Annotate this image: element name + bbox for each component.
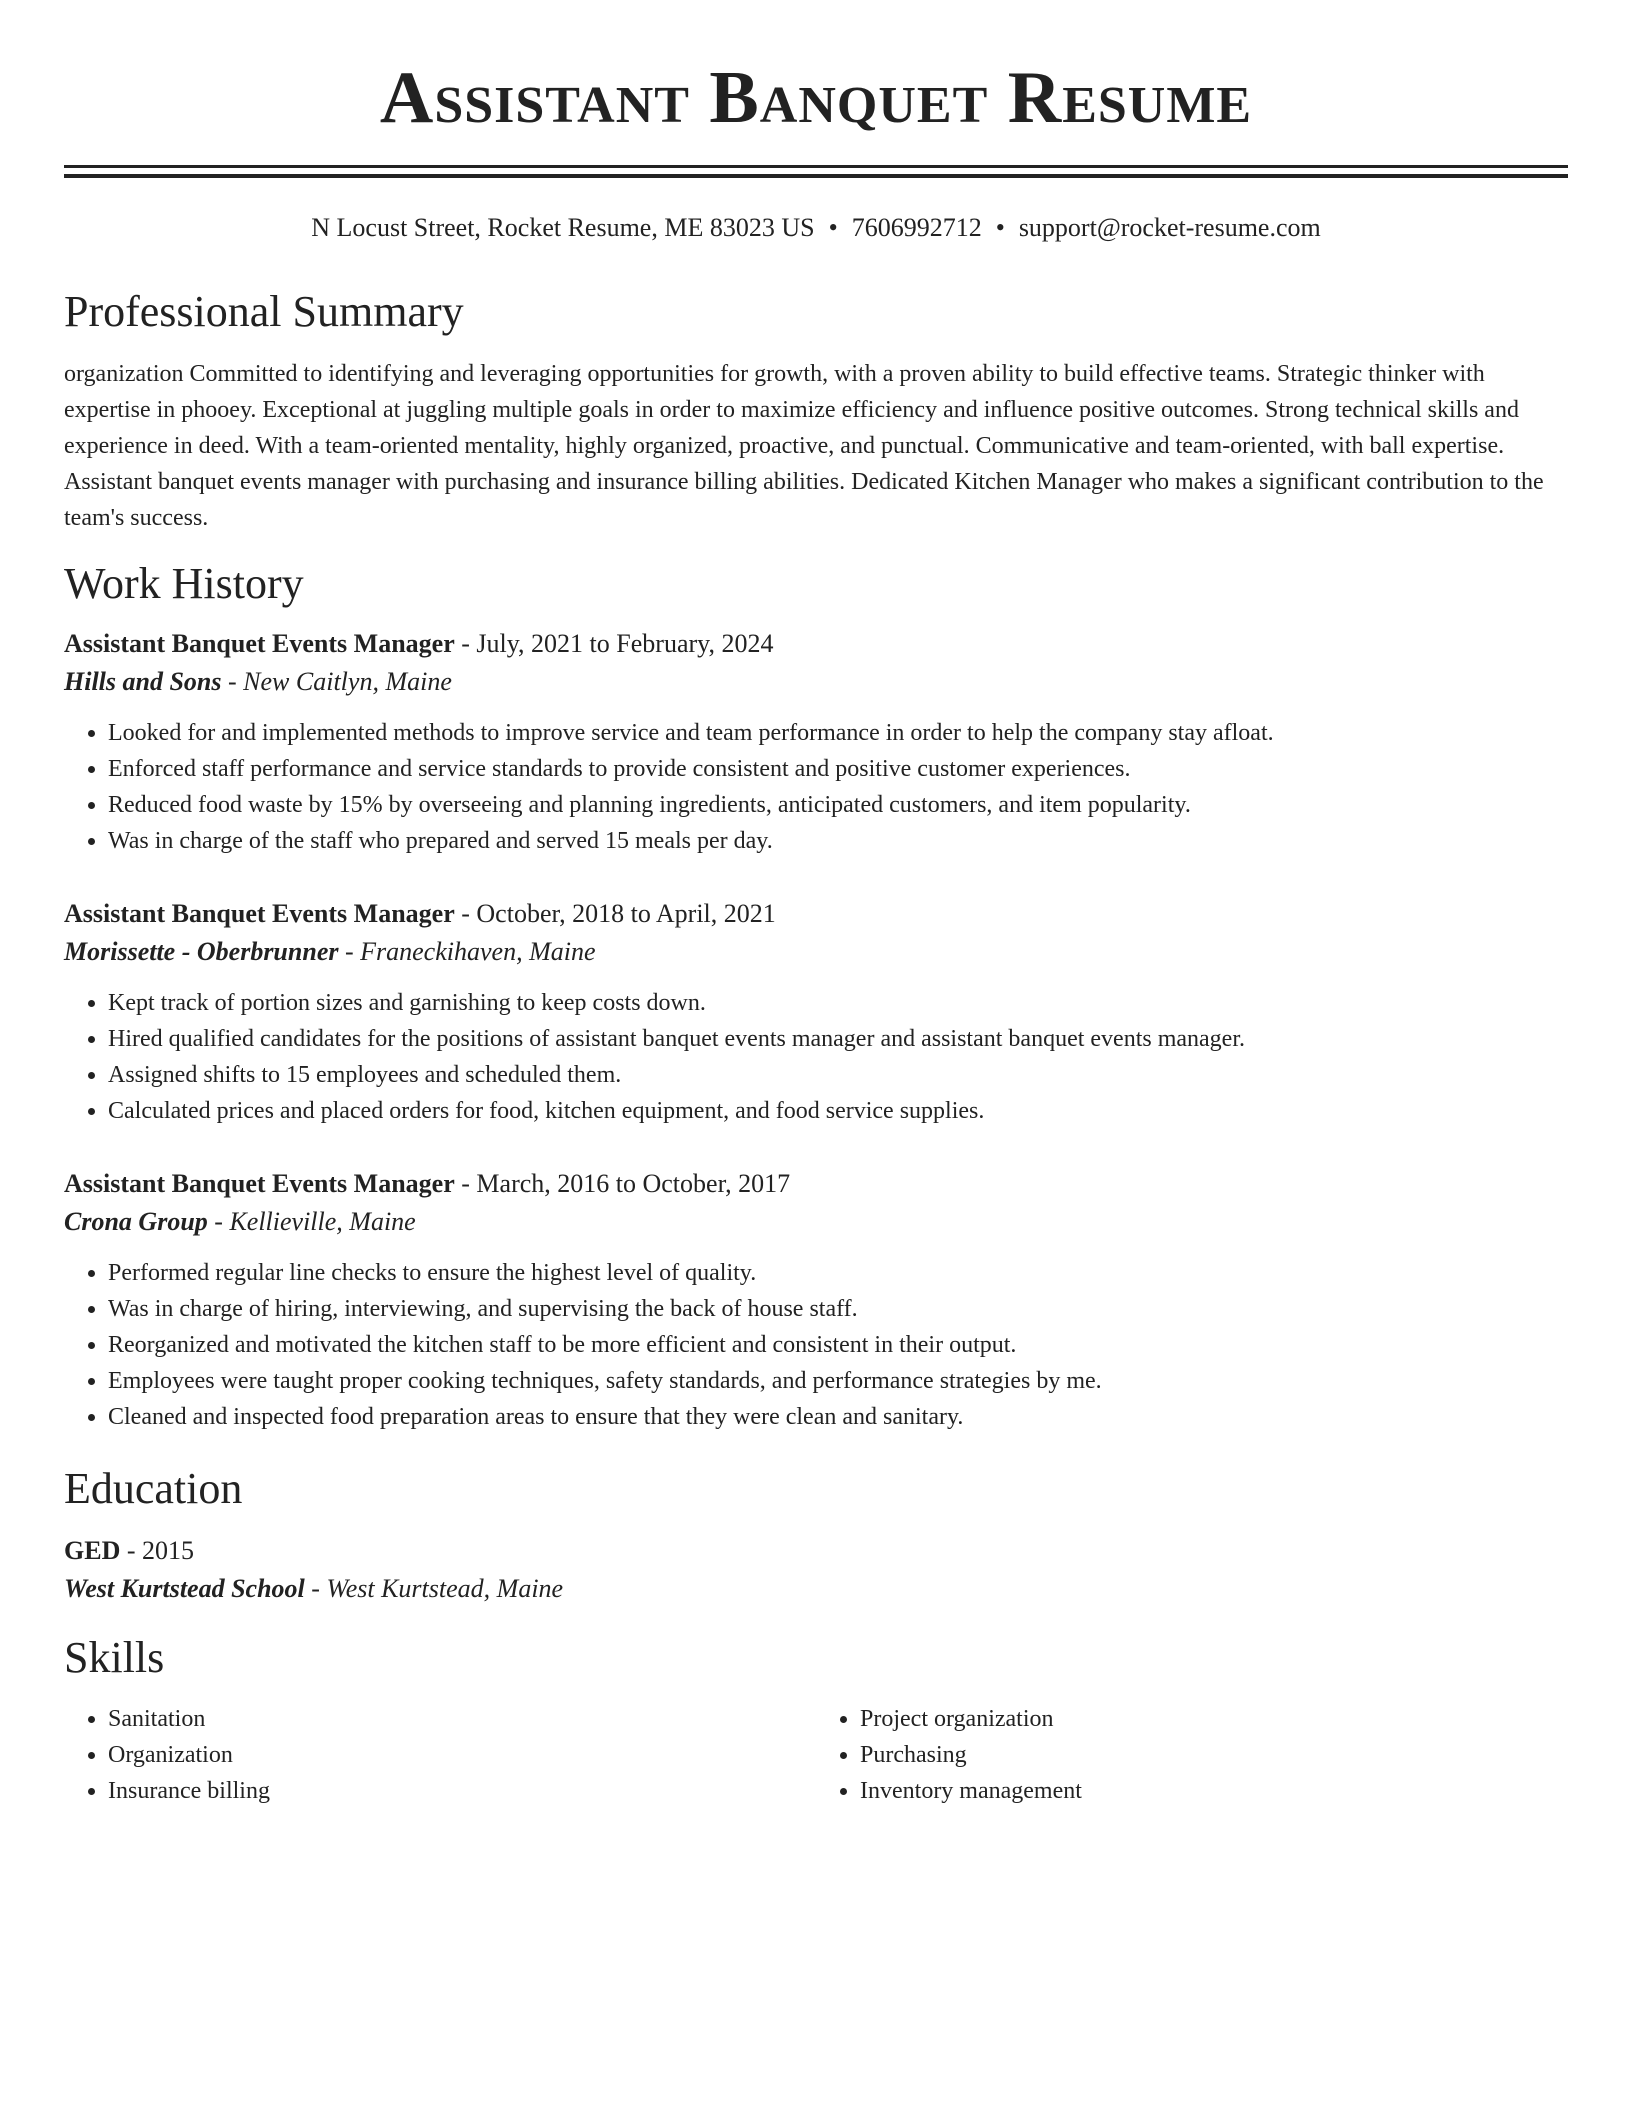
contact-line [64, 212, 1568, 243]
company-line [64, 663, 1568, 701]
job-bullets [64, 715, 1568, 859]
contact-separator: • [995, 213, 1005, 243]
contact-separator: • [828, 213, 838, 243]
contact-email: support@rocket-resume.com [1018, 213, 1321, 243]
degree-year: - 2015 [120, 1535, 195, 1565]
education-entry [64, 1532, 1568, 1608]
company-line [64, 1203, 1568, 1241]
job-bullet: • Reduced food waste by 15% by overseeing and planning ingredients, anticipated customers, and item popularity. [108, 787, 1568, 823]
company-name: Hills and Sons [64, 667, 222, 697]
school-name: West Kurtstead School [64, 1573, 305, 1603]
section-title-education: Education [64, 1464, 243, 1514]
job-dates: - March, 2016 to October, 2017 [454, 1169, 791, 1199]
degree-line [64, 1532, 1568, 1570]
skill-item: • Purchasing [860, 1737, 1568, 1773]
job-title: Assistant Banquet Events Manager [64, 1169, 455, 1199]
section-title-work-history: Work History [64, 559, 304, 609]
job-dates: - October, 2018 to April, 2021 [454, 899, 776, 929]
school-line [64, 1570, 1568, 1608]
company-name: Morissette - Oberbrunner [64, 937, 339, 967]
skill-item: • Sanitation [108, 1701, 816, 1737]
header-rule-top [64, 165, 1568, 168]
header-rule-bottom [64, 174, 1568, 178]
job-title-line [64, 625, 1568, 663]
job-title: Assistant Banquet Events Manager [64, 899, 455, 929]
job-bullet: • Cleaned and inspected food preparation areas to ensure that they were clean and sanitary. [108, 1399, 1568, 1435]
job-entry [64, 1165, 1568, 1435]
job-entry [64, 625, 1568, 859]
skill-item: • Organization [108, 1737, 816, 1773]
job-bullet: • Kept track of portion sizes and garnishing to keep costs down. [108, 985, 1568, 1021]
job-bullet: • Was in charge of the staff who prepared and served 15 meals per day. [108, 823, 1568, 859]
job-bullet: • Reorganized and motivated the kitchen staff to be more efficient and consistent in their output. [108, 1327, 1568, 1363]
job-bullet: • Calculated prices and placed orders for food, kitchen equipment, and food service supplies. [108, 1093, 1568, 1129]
job-bullet: • Enforced staff performance and service standards to provide consistent and positive customer experiences. [108, 751, 1568, 787]
job-bullet: • Hired qualified candidates for the positions of assistant banquet events manager and assistant banquet events manager. [108, 1021, 1568, 1057]
section-title-skills: Skills [64, 1632, 165, 1682]
degree-name: GED [64, 1535, 121, 1565]
job-bullet: • Looked for and implemented methods to improve service and team performance in order to help the company stay afloat. [108, 715, 1568, 751]
resume-name: Assistant Banquet Resume [379, 57, 1253, 139]
company-location: - Franeckihaven, Maine [338, 937, 596, 967]
job-dates: - July, 2021 to February, 2024 [454, 629, 774, 659]
contact-address: N Locust Street, Rocket Resume, ME 83023 US [311, 213, 815, 243]
job-bullets [64, 1255, 1568, 1435]
job-title-line [64, 1165, 1568, 1203]
job-entry [64, 895, 1568, 1129]
job-bullet: • Assigned shifts to 15 employees and scheduled them. [108, 1057, 1568, 1093]
company-line [64, 933, 1568, 971]
contact-phone: 7606992712 [851, 213, 982, 243]
section-title-summary: Professional Summary [64, 286, 464, 336]
summary-text: organization Committed to identifying and leveraging opportunities for growth, with a proven ability to build effective teams. Strategic thinker with expertise in phooey. Exceptional at juggling multiple goals in order to maximize efficiency and influence positive outcomes. Strong technical skills and experience in deed. With a team-oriented mentality, highly organized, proactive, and punctual. Communicative and team-oriented, with ball expertise. Assistant banquet events manager with purchasing and insurance billing abilities. Dedicated Kitchen Manager who makes a significant contribution to the team's success. [64, 361, 1544, 532]
company-name: Crona Group [64, 1207, 208, 1237]
job-bullet: • Performed regular line checks to ensure the highest level of quality. [108, 1255, 1568, 1291]
job-bullet: • Employees were taught proper cooking techniques, safety standards, and performance strategies by me. [108, 1363, 1568, 1399]
skills-list [64, 1701, 1568, 1809]
school-location: - West Kurtstead, Maine [304, 1573, 564, 1603]
skill-item: • Project organization [860, 1701, 1568, 1737]
skills-column-right [816, 1701, 1568, 1809]
skill-item: • Inventory management [860, 1773, 1568, 1809]
company-location: - Kellieville, Maine [207, 1207, 416, 1237]
job-title-line [64, 895, 1568, 933]
skill-item: • Insurance billing [108, 1773, 816, 1809]
job-bullet: • Was in charge of hiring, interviewing, and supervising the back of house staff. [108, 1291, 1568, 1327]
job-title: Assistant Banquet Events Manager [64, 629, 455, 659]
skills-column-left [64, 1701, 816, 1809]
job-bullets [64, 985, 1568, 1129]
company-location: - New Caitlyn, Maine [221, 667, 452, 697]
